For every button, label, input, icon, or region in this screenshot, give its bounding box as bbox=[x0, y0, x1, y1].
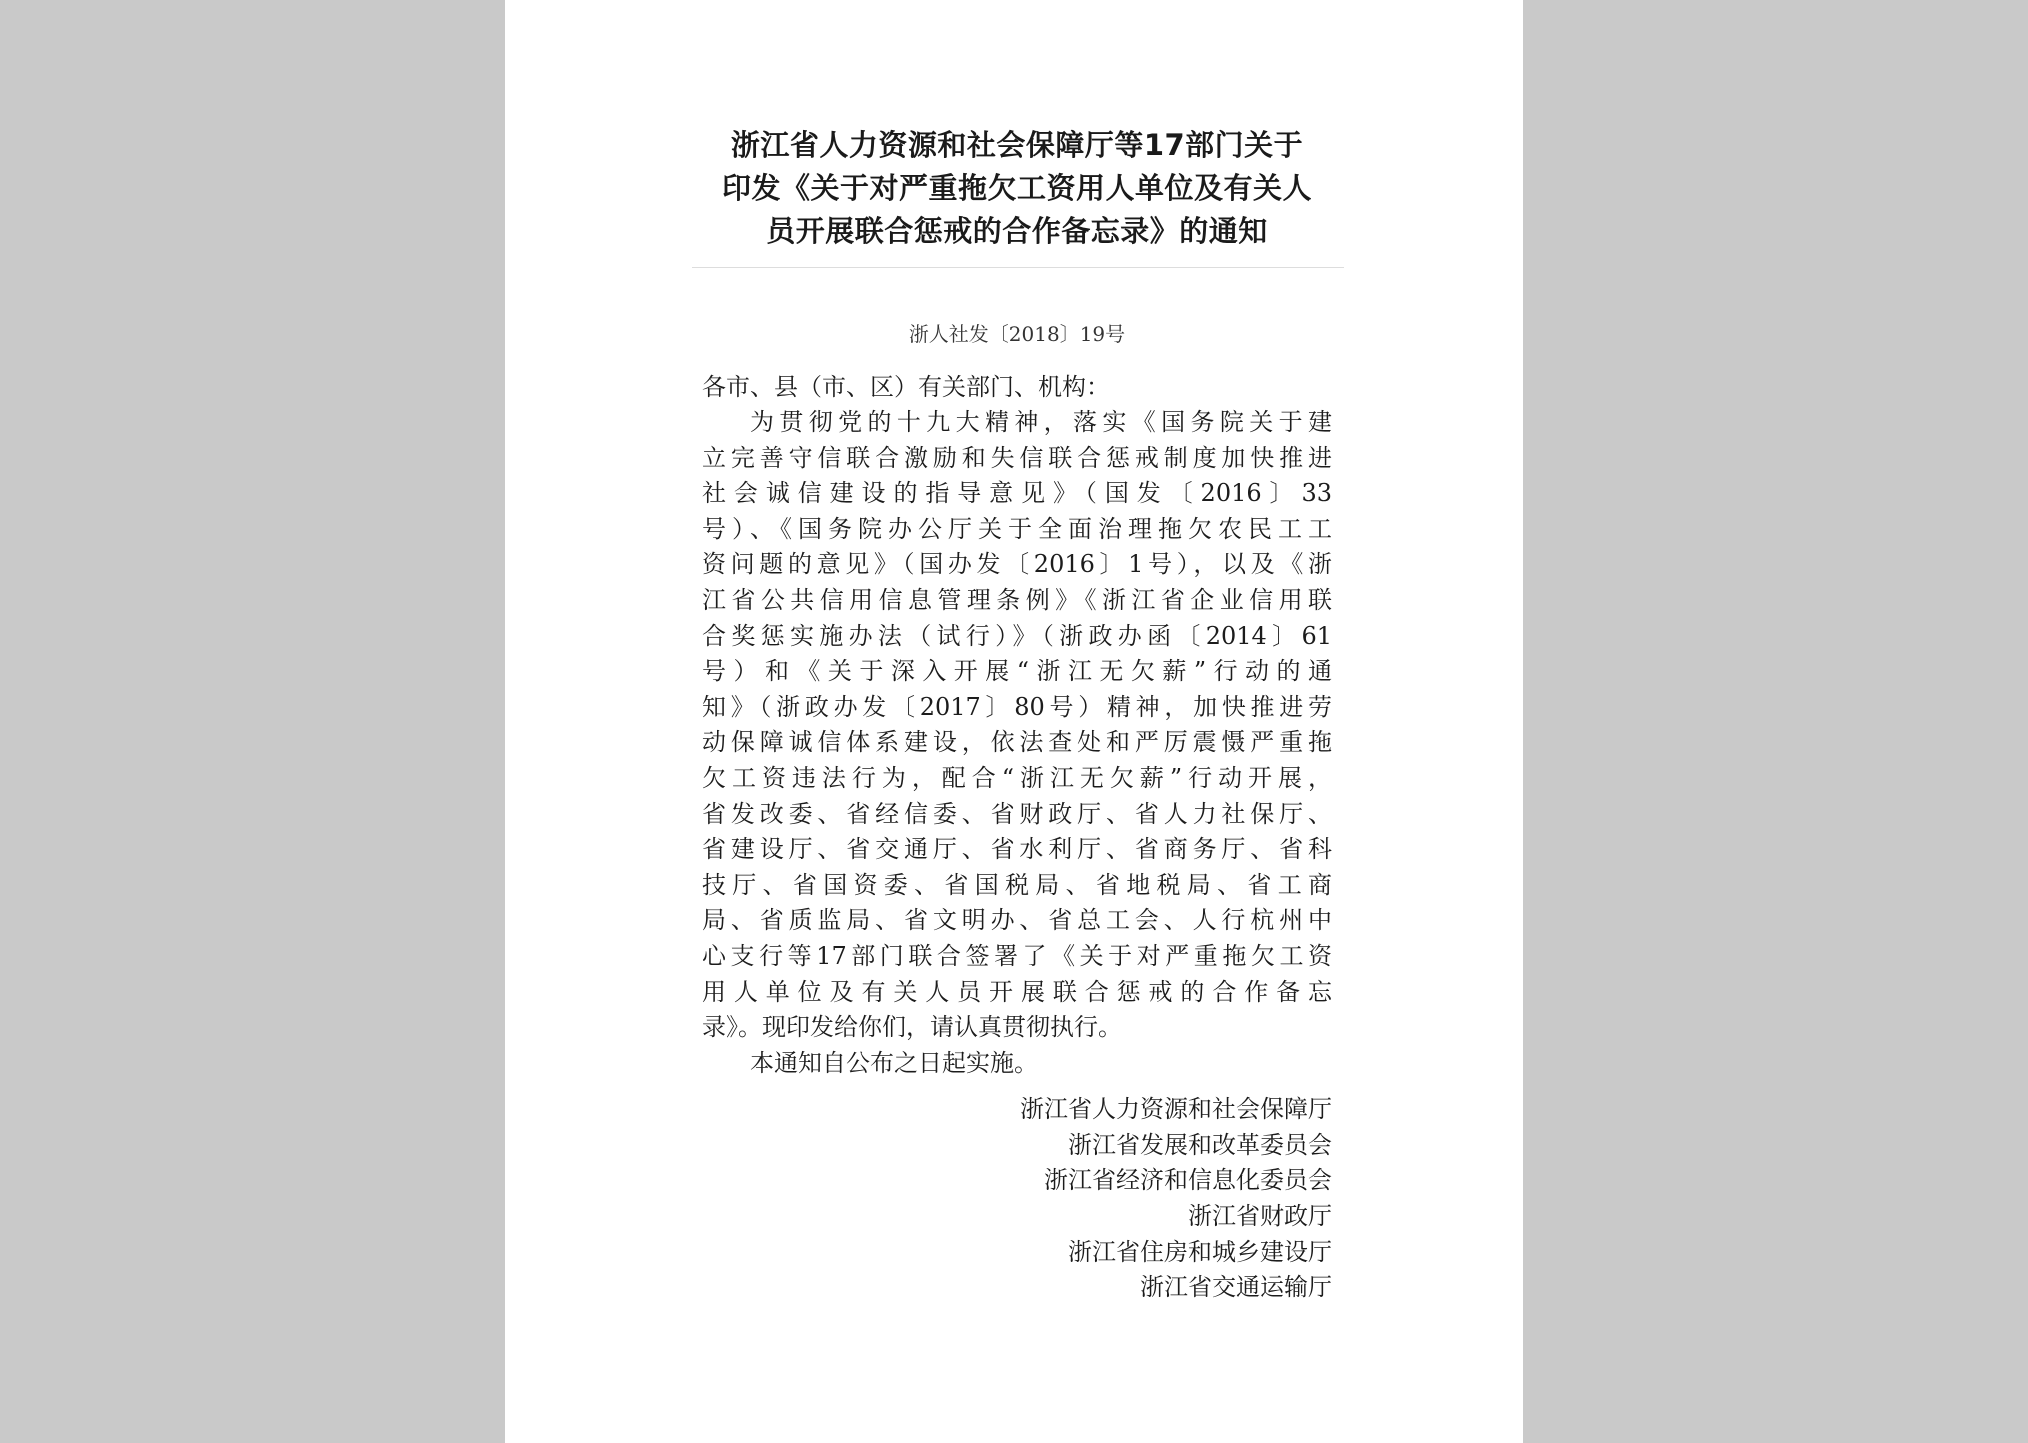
signatory: 浙江省住房和城乡建设厅 bbox=[1068, 1237, 1332, 1266]
body-line: 动保障诚信体系建设，依法查处和严厉震慑严重拖 bbox=[702, 728, 1332, 757]
body-line: 技厅、省国资委、省国税局、省地税局、省工商 bbox=[702, 870, 1332, 899]
body-paragraph bbox=[702, 405, 1332, 1046]
salutation: 各市、县（市、区）有关部门、机构： bbox=[702, 373, 1110, 401]
title-divider bbox=[692, 267, 1344, 268]
body-line: 号）、《国务院办公厅关于全面治理拖欠农民工工 bbox=[702, 514, 1332, 543]
body-line: 为贯彻党的十九大精神，落实《国务院关于建 bbox=[750, 408, 1332, 436]
signatory: 浙江省发展和改革委员会 bbox=[1068, 1130, 1332, 1159]
signatory: 浙江省财政厅 bbox=[1188, 1202, 1332, 1231]
page-content bbox=[702, 0, 1332, 1306]
body-line: 局、省质监局、省文明办、省总工会、人行杭州中 bbox=[702, 906, 1332, 935]
body-line: 省建设厅、省交通厅、省水利厅、省商务厅、省科 bbox=[702, 835, 1332, 864]
title-line: 印发《关于对严重拖欠工资用人单位及有关人 bbox=[721, 171, 1312, 205]
title-line: 浙江省人力资源和社会保障厅等17部门关于 bbox=[730, 128, 1304, 162]
document-title bbox=[702, 0, 1332, 253]
signatory: 浙江省经济和信息化委员会 bbox=[1044, 1166, 1332, 1195]
body-line: 欠工资违法行为，配合“浙江无欠薪”行动开展， bbox=[702, 763, 1332, 792]
signatory: 浙江省人力资源和社会保障厅 bbox=[1020, 1095, 1332, 1124]
document-number: 浙人社发〔2018〕19号 bbox=[908, 322, 1126, 346]
body-line: 号）和《关于深入开展“浙江无欠薪”行动的通 bbox=[702, 657, 1332, 686]
body-line: 用人单位及有关人员开展联合惩戒的合作备忘 bbox=[702, 977, 1332, 1006]
body-line: 知》（浙政办发〔2017〕80号）精神，加快推进劳 bbox=[702, 692, 1332, 721]
closing-paragraph bbox=[702, 1046, 1332, 1082]
body-line: 社会诚信建设的指导意见》（国发〔2016〕33 bbox=[702, 479, 1332, 508]
signatory-list bbox=[702, 1092, 1332, 1306]
document-page bbox=[505, 0, 1523, 1443]
body-line: 省发改委、省经信委、省财政厅、省人力社保厅、 bbox=[702, 799, 1332, 828]
body-line: 录》。现印发给你们，请认真贯彻执行。 bbox=[702, 1013, 1122, 1042]
title-line: 员开展联合惩戒的合作备忘录》的通知 bbox=[766, 214, 1268, 248]
body-line: 资问题的意见》（国办发〔2016〕1号），以及《浙 bbox=[702, 550, 1332, 579]
body-line: 心支行等17部门联合签署了《关于对严重拖欠工资 bbox=[702, 941, 1332, 970]
signatory: 浙江省交通运输厅 bbox=[1140, 1273, 1332, 1302]
body-line: 立完善守信联合激励和失信联合惩戒制度加快推进 bbox=[702, 443, 1332, 472]
closing-line: 本通知自公布之日起实施。 bbox=[750, 1048, 1038, 1077]
body-line: 合奖惩实施办法（试行）》（浙政办函〔2014〕61 bbox=[702, 621, 1332, 650]
body-line: 江省公共信用信息管理条例》《浙江省企业信用联 bbox=[702, 585, 1332, 614]
